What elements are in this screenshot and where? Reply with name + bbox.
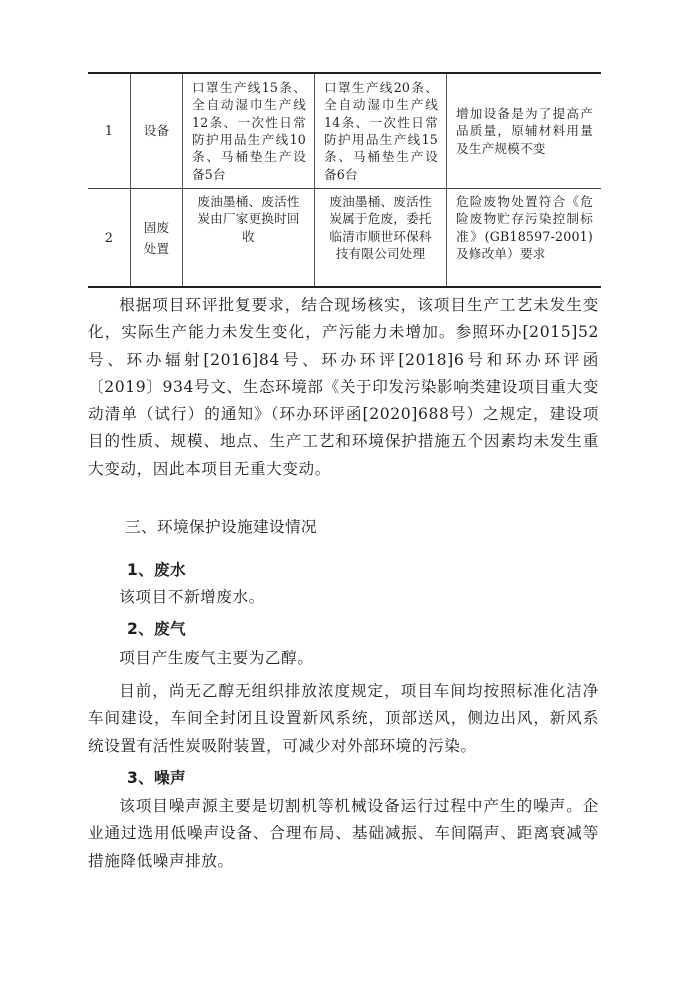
section-title: 三、环境保护设施建设情况 <box>125 518 317 536</box>
row-note: 增加设备是为了提高产品质量，原辅材料用量及生产规模不变 <box>456 105 593 156</box>
row-index: 2 <box>88 189 131 288</box>
row-after: 废油墨桶、废活性炭属于危废，委托临清市顺世环保科技有限公司处理 <box>329 194 432 262</box>
row-after: 口罩生产线20条、全自动湿巾生产线14条、一次性日常防护用品生产线15条、马桶垫生产设备6台 <box>324 79 438 182</box>
wastewater-heading: 1、废水 <box>127 561 186 579</box>
row-item-cell <box>131 189 183 288</box>
exhaust-text-1: 项目产生废气主要为乙醇。 <box>119 649 314 667</box>
noise-text: 该项目噪声源主要是切割机等机械设备运行过程中产生的噪声。企业通过选用低噪声设备、合理布局、基础减振、车间隔声、距离衰减等措施降低噪声排放。 <box>88 797 599 870</box>
table-row <box>88 189 601 288</box>
wastewater-text: 该项目不新增废水。 <box>119 588 265 606</box>
row-note-cell <box>447 189 602 288</box>
exhaust-text-2: 目前，尚无乙醇无组织排放浓度规定，项目车间均按照标准化洁净车间建设，车间全封闭且设置新风系统，顶部送风，侧边出风，新风系统设置有活性炭吸附装置，可减少对外部环境的污染。 <box>88 682 599 755</box>
change-comparison-table <box>88 72 601 288</box>
row-before: 废油墨桶、废活性炭由厂家更换时回收 <box>197 194 300 244</box>
conclusion-paragraph: 根据项目环评批复要求，结合现场核实，该项目生产工艺未发生变化，实际生产能力未发生变化，产污能力未增加。参照环办[2015]52号、环办辐射[2016]84号、环办环评[2018]6号和环办环评函〔2019〕934号文、生态环境部《关于印发污染影响类建设项目重大变动清单（试行）的通知》（环办环评函[2020]688号）之规定，建设项目的性质、规模、地点、生产工艺和环境保护措施五个因素均未发生重大变动，因此本项目无重大变动。 <box>88 296 599 478</box>
row-note-cell <box>447 73 602 189</box>
row-before-cell <box>183 73 315 189</box>
exhaust-heading: 2、废气 <box>127 620 186 638</box>
table-row <box>88 73 601 189</box>
row-item: 固废处置 <box>143 219 170 256</box>
row-item: 设备 <box>131 73 183 189</box>
row-after-cell <box>315 73 447 189</box>
row-index: 1 <box>88 73 131 189</box>
row-before-cell <box>183 189 315 288</box>
row-before: 口罩生产线15条、全自动湿巾生产线12条、一次性日常防护用品生产线10条、马桶垫生产设备5台 <box>192 79 306 182</box>
row-after-cell <box>315 189 447 288</box>
noise-heading: 3、噪声 <box>127 769 186 787</box>
row-note: 危险废物处置符合《危险废物贮存污染控制标准》(GB18597-2001)及修改单）要求 <box>456 194 593 262</box>
